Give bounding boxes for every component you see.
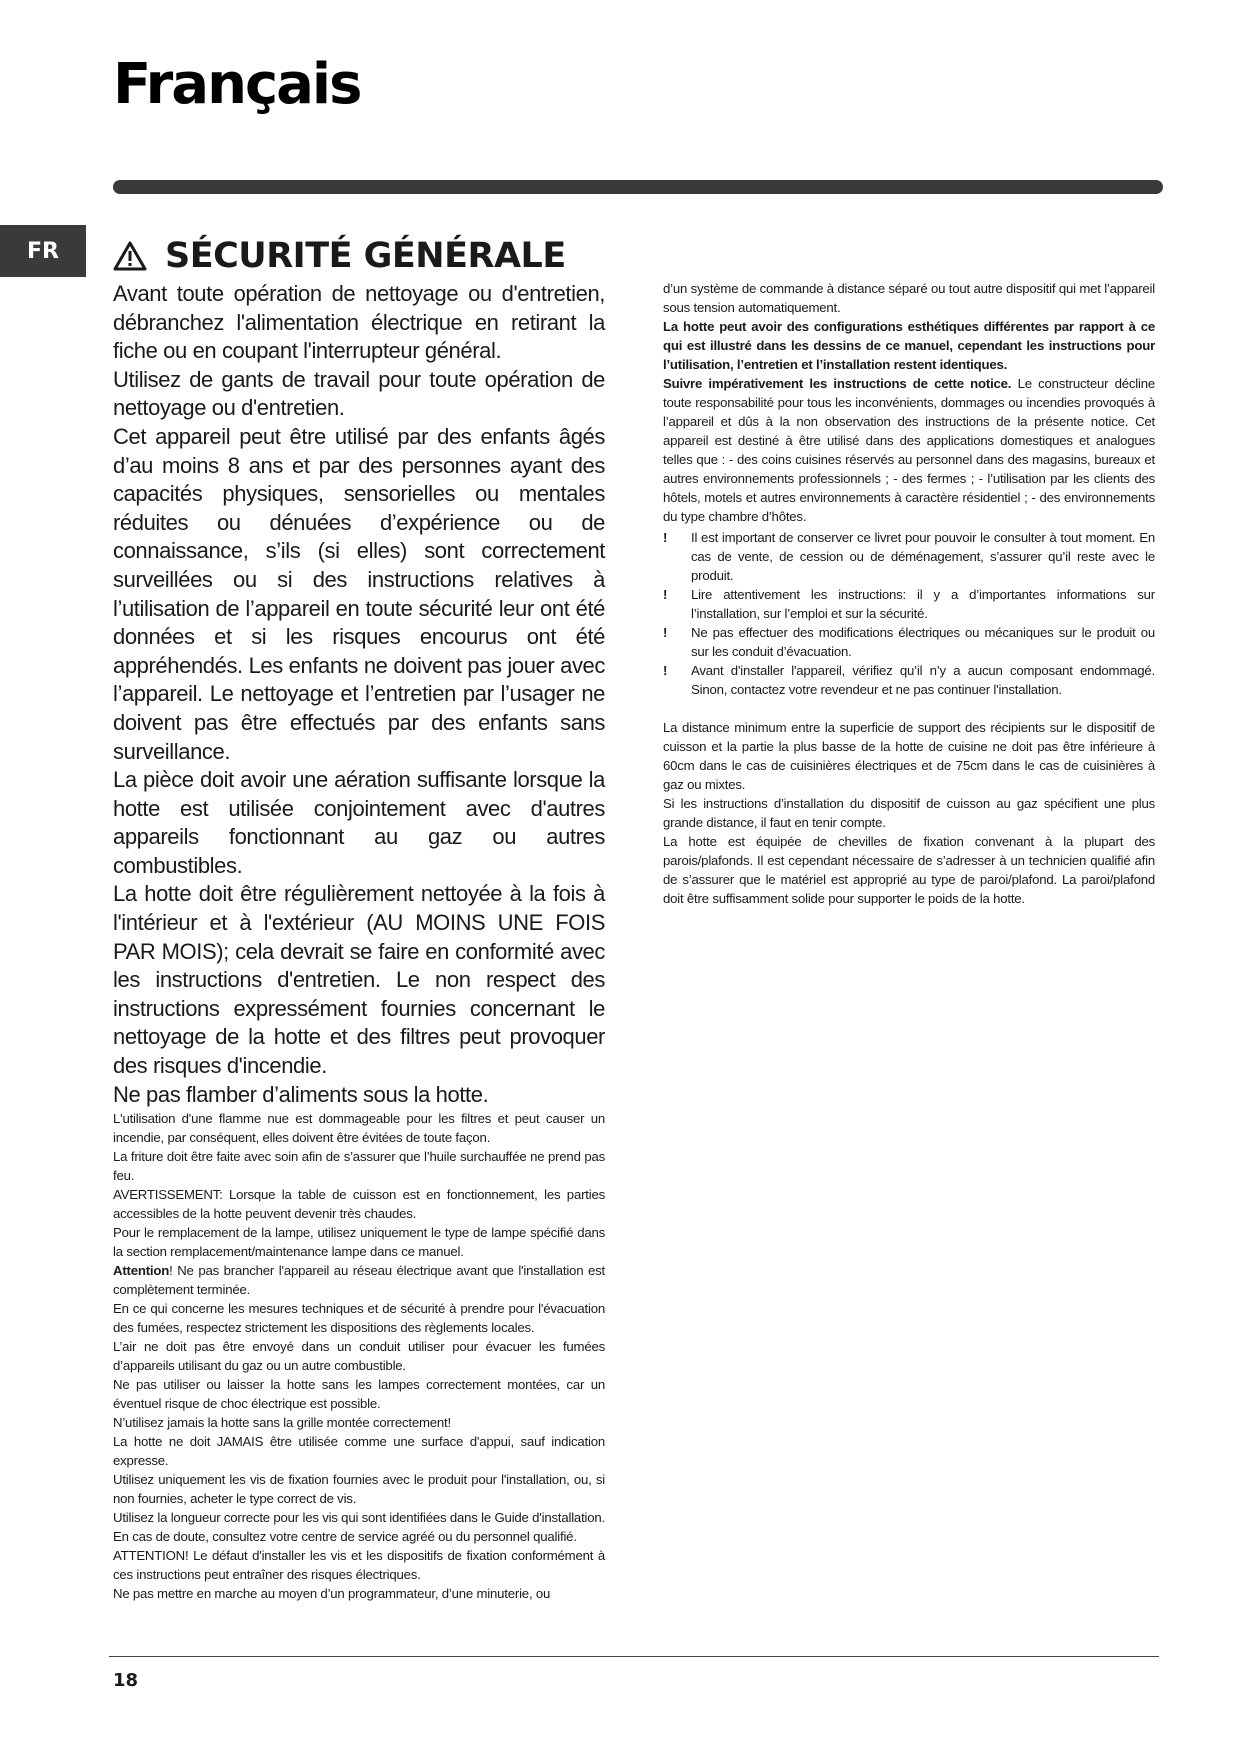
paragraph: Utilisez uniquement les vis de fixation fournies avec le produit pour l'installation, ou, si non fournies, acheter le type correct de vis. <box>113 1472 605 1507</box>
right-column <box>663 279 1155 908</box>
paragraph: Si les instructions d’installation du dispositif de cuisson au gaz spécifient une plus grande distance, il faut en tenir compte. <box>663 796 1155 830</box>
warning-list <box>663 528 1155 699</box>
list-item-text: Lire attentivement les instructions: il y a d’importantes informations sur l’installation, sur l’emploi et sur la sécurité. <box>691 587 1155 621</box>
paragraph: La friture doit être faite avec soin afin de s’assurer que l’huile surchauffée ne prend pas feu. <box>113 1149 605 1184</box>
paragraph: En ce qui concerne les mesures techniques et de sécurité à prendre pour l'évacuation des fumées, respectez strictement les dispositions des règlements locales. <box>113 1301 605 1336</box>
paragraph: Pour le remplacement de la lampe, utilisez uniquement le type de lampe spécifié dans la section remplacement/maintenance lampe dans ce manuel. <box>113 1225 605 1260</box>
paragraph: Ne pas mettre en marche au moyen d’un programmateur, d’une minuterie, ou <box>113 1586 551 1602</box>
exclamation-icon: ! <box>663 587 668 602</box>
paragraph: L’air ne doit pas être envoyé dans un conduit utiliser pour évacuer les fumées d’appareils utilisant du gaz ou un autre combustible. <box>113 1339 605 1374</box>
paragraph: N’utilisez jamais la hotte sans la grille montée correctement! <box>113 1415 451 1431</box>
footer-divider <box>109 1656 1159 1657</box>
responsibility-text: Le constructeur décline toute responsabilité pour tous les inconvénients, dommages ou incendies provoqués à l’appareil et dûs à la non observation des instructions de la présente notice. Cet appareil est destiné à être utilisé dans des applications domestiques et analogues telles que : - des coins cuisines réservés au personnel dans des magasins, bureaux et autres environnements professionnels ; - des fermes ; - l’utilisation par les clients des hôtels, motels et autres environnements à caractère résidentiel ; - des environnements du type chambre d’hôtes. <box>663 376 1155 524</box>
paragraph: La hotte doit être régulièrement nettoyée à la fois à l'intérieur et à l'extérieur (AU MOINS UNE FOIS PAR MOIS); cela devrait se faire en conformité avec les instructions d'entretien. Le non respect des instructions expressément fournies concernant le nettoyage de la hotte et des filtres peut provoquer des risques d'incendie. <box>113 881 605 1079</box>
small-text-block <box>113 1109 605 1603</box>
exclamation-icon: ! <box>663 530 668 545</box>
paragraph: La pièce doit avoir une aération suffisante lorsque la hotte est utilisée conjointement avec d'autres appareils fonctionnant au gaz ou autres combustibles. <box>113 767 605 878</box>
attention-label: Attention <box>113 1263 170 1279</box>
paragraph: Utilisez de gants de travail pour toute opération de nettoyage ou d'entretien. <box>113 366 605 421</box>
design-note: La hotte peut avoir des configurations esthétiques différentes par rapport à ce qui est illustré dans les dessins de ce manuel, cependant les instructions pour l’utilisation, l’entretien et l’installation restent identiques. <box>663 319 1155 372</box>
attention-text: ! Ne pas brancher l'appareil au réseau électrique avant que l'installation est complètement terminée. <box>113 1263 605 1298</box>
list-item <box>663 661 1155 699</box>
paragraph: L'utilisation d'une flamme nue est dommageable pour les filtres et peut causer un incendie, par conséquent, elles doivent être évitées de toute façon. <box>113 1111 605 1146</box>
paragraph: Avant toute opération de nettoyage ou d'entretien, débranchez l'alimentation électrique en retirant la fiche ou en coupant l'interrupteur général. <box>113 281 605 364</box>
paragraph: La hotte ne doit JAMAIS être utilisée comme une surface d'appui, sauf indication expresse. <box>113 1434 605 1469</box>
page-language-title: Français <box>113 52 361 117</box>
list-item-text: Avant d'installer l'appareil, vérifiez qu’il n’y a aucun composant endommagé. Sinon, contactez votre revendeur et ne pas continuer l'installation. <box>691 663 1155 697</box>
list-item-text: Il est important de conserver ce livret pour pouvoir le consulter à tout moment. En cas de vente, de cession ou de déménagement, s’assurer qu’il reste avec le produit. <box>691 530 1155 583</box>
responsibility-lead: Suivre impérativement les instructions de cette notice. <box>663 376 1012 391</box>
warning-triangle-icon <box>113 241 147 271</box>
paragraph: d’un système de commande à distance séparé ou tout autre dispositif qui met l’appareil sous tension automatiquement. <box>663 281 1155 315</box>
section-heading-text: SÉCURITÉ GÉNÉRALE <box>165 236 566 276</box>
paragraph: AVERTISSEMENT: Lorsque la table de cuisson est en fonctionnement, les parties accessibles de la hotte peuvent devenir très chaudes. <box>113 1187 605 1222</box>
large-text-block <box>113 280 605 1109</box>
paragraph: Utilisez la longueur correcte pour les vis qui sont identifiées dans le Guide d'installation. En cas de doute, consultez votre centre de service agréé ou du personnel qualifié. <box>113 1510 605 1545</box>
spacer <box>663 699 1155 718</box>
exclamation-icon: ! <box>663 625 668 640</box>
page-number: 18 <box>113 1670 139 1691</box>
header-divider-bar <box>113 180 1163 194</box>
section-heading <box>113 236 566 276</box>
list-item-text: Ne pas effectuer des modifications électriques ou mécaniques sur le produit ou sur les conduit d’évacuation. <box>691 625 1155 659</box>
exclamation-icon: ! <box>663 663 668 678</box>
paragraph: Ne pas utiliser ou laisser la hotte sans les lampes correctement montées, car un éventuel risque de choc électrique est possible. <box>113 1377 605 1412</box>
left-column <box>113 280 605 1603</box>
list-item <box>663 623 1155 661</box>
paragraph: ATTENTION! Le défaut d'installer les vis et les dispositifs de fixation conformément à ces instructions peut entraîner des risques électriques. <box>113 1548 605 1583</box>
paragraph: Ne pas flamber d’aliments sous la hotte. <box>113 1081 489 1107</box>
language-side-tab: FR <box>0 225 86 277</box>
list-item <box>663 528 1155 585</box>
paragraph: La hotte est équipée de chevilles de fixation convenant à la plupart des parois/plafonds. Il est cependant nécessaire de s’adresser à un technicien qualifié afin de s’assurer que le matériel est approprié au type de paroi/plafond. La paroi/plafond doit être suffisamment solide pour supporter le poids de la hotte. <box>663 834 1155 906</box>
responsibility-paragraph <box>663 374 1155 526</box>
list-item <box>663 585 1155 623</box>
attention-paragraph <box>113 1261 605 1299</box>
paragraph: La distance minimum entre la superficie de support des récipients sur le dispositif de cuisson et la partie la plus basse de la hotte de cuisine ne doit pas être inférieure à 60cm dans le cas de cuisinières électriques et de 75cm dans le cas de cuisinières à gaz ou mixtes. <box>663 720 1155 792</box>
paragraph: Cet appareil peut être utilisé par des enfants âgés d’au moins 8 ans et par des personnes ayant des capacités physiques, sensorielles ou mentales réduites ou dénuées d’expérience ou de connaissance, s’ils (si elles) sont correctement surveillées ou si des instructions relatives à l’utilisation de l’appareil en toute sécurité leur ont été données et si les risques encourus ont été appréhendés. Les enfants ne doivent pas jouer avec l’appareil. Le nettoyage et l’entretien par l’usager ne doivent pas être effectués par des enfants sans surveillance. <box>113 423 605 764</box>
